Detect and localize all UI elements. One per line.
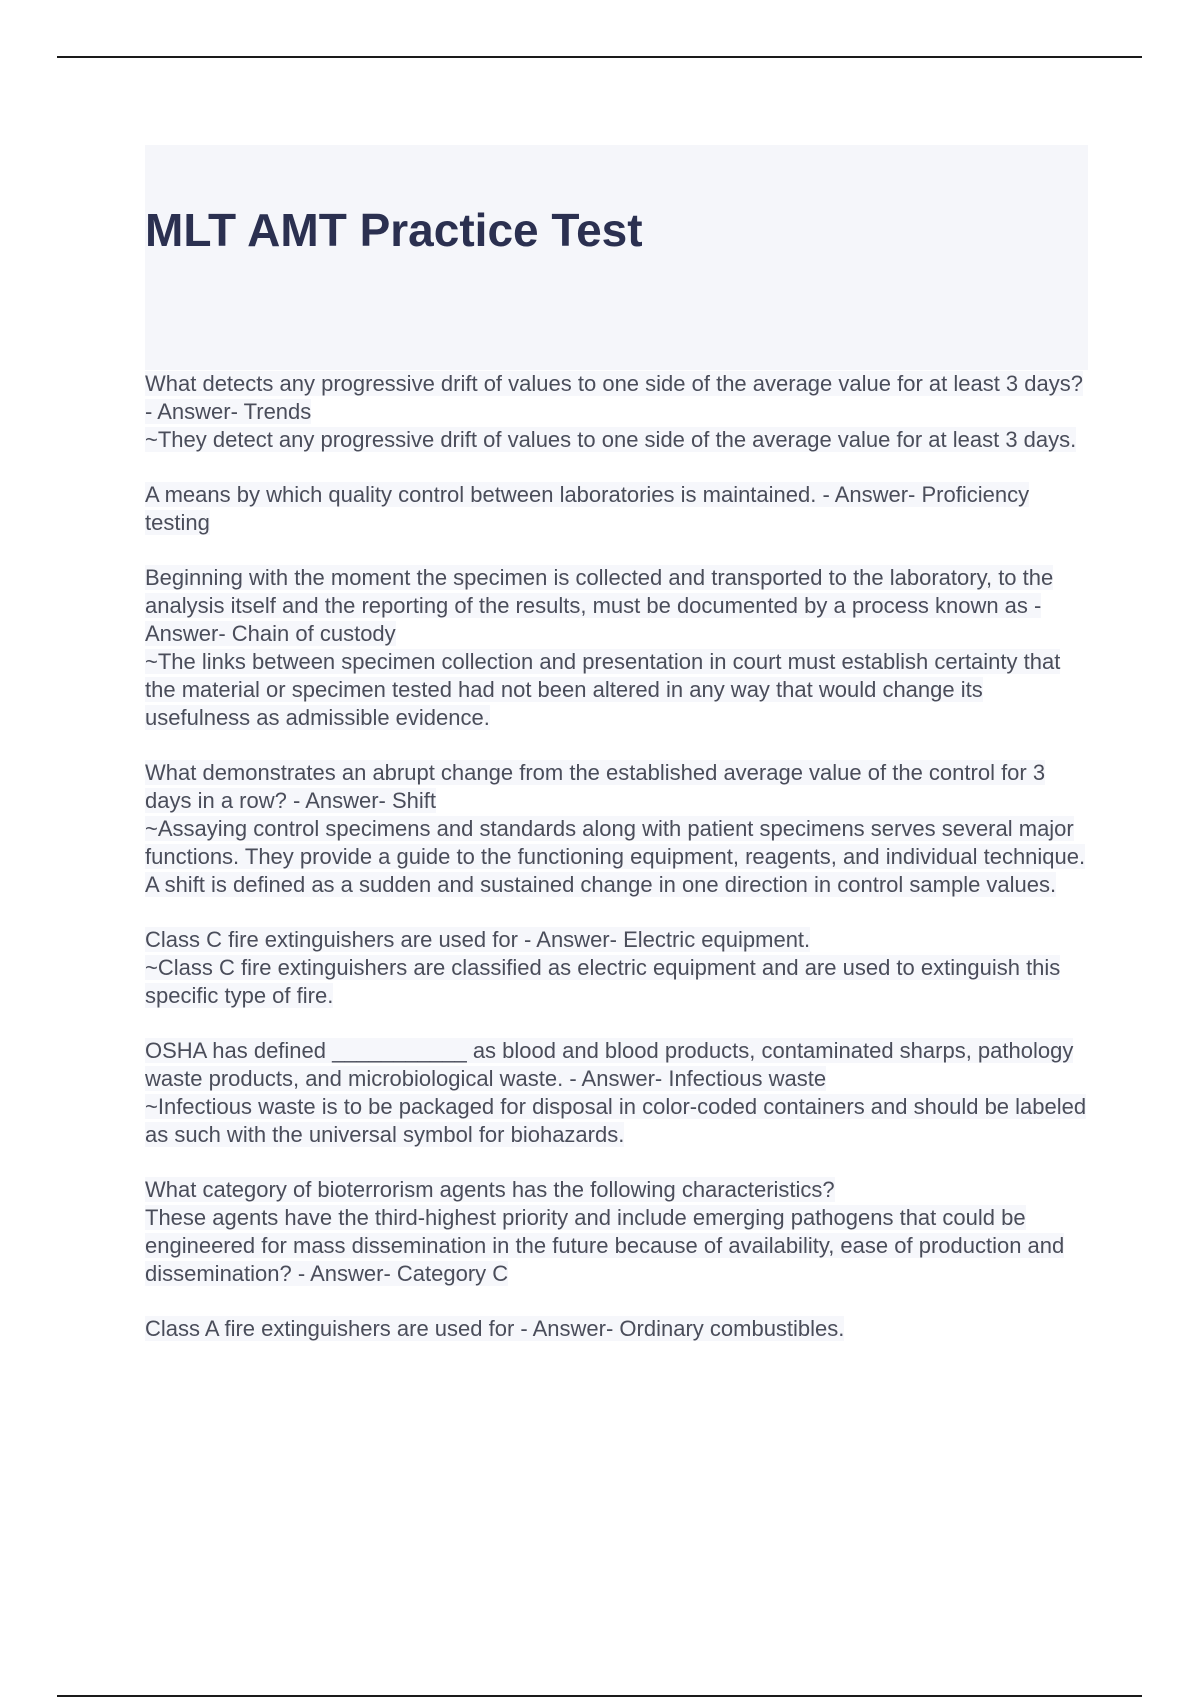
question-text: A means by which quality control between laboratories is maintained. - Answer- Proficiency testing: [145, 482, 1030, 535]
qa-item: [145, 481, 1088, 537]
qa-item: [145, 1176, 1088, 1288]
page-title: MLT AMT Practice Test: [145, 204, 643, 256]
qa-item: [145, 564, 1088, 732]
question-text: What demonstrates an abrupt change from the established average value of the control for 3 days in a row? - Answer- Shift: [145, 760, 1046, 813]
qa-item: [145, 759, 1088, 899]
top-rule: [57, 56, 1142, 58]
qa-item: [145, 926, 1088, 1010]
qa-item: [145, 1315, 1088, 1343]
explanation-text: ~The links between specimen collection and presentation in court must establish certainty that the material or specimen tested had not been altered in any way that would change its usefulness as admissible evidence.: [145, 649, 1061, 730]
question-text: Class C fire extinguishers are used for - Answer- Electric equipment.: [145, 927, 811, 952]
qa-item: [145, 1037, 1088, 1149]
qa-item: [145, 370, 1088, 454]
explanation-text: ~They detect any progressive drift of values to one side of the average value for at least 3 days.: [145, 427, 1077, 452]
title-band: [145, 145, 1088, 370]
explanation-text: ~Infectious waste is to be packaged for disposal in color-coded containers and should be labeled as such with the universal symbol for biohazards.: [145, 1094, 1087, 1147]
question-text: What category of bioterrorism agents has the following characteristics?: [145, 1177, 835, 1202]
question-text: Class A fire extinguishers are used for - Answer- Ordinary combustibles.: [145, 1316, 845, 1341]
question-text: What detects any progressive drift of values to one side of the average value for at least 3 days? - Answer- Trends: [145, 371, 1083, 424]
question-text: OSHA has defined ___________ as blood and blood products, contaminated sharps, pathology waste products, and microbiological waste. - Answer- Infectious waste: [145, 1038, 1074, 1091]
question-text: Beginning with the moment the specimen is collected and transported to the laboratory, to the analysis itself and the reporting of the results, must be documented by a process known as - Answer- Chain of custody: [145, 565, 1054, 646]
explanation-text: These agents have the third-highest priority and include emerging pathogens that could be engineered for mass dissemination in the future because of availability, ease of production and dissemination? - Answer- Category C: [145, 1205, 1065, 1286]
explanation-text: ~Assaying control specimens and standards along with patient specimens serves several major functions. They provide a guide to the functioning equipment, reagents, and individual technique. A shift is defined as a sudden and sustained change in one direction in control sample values.: [145, 816, 1086, 897]
explanation-text: ~Class C fire extinguishers are classified as electric equipment and are used to extinguish this specific type of fire.: [145, 955, 1061, 1008]
bottom-rule: [57, 1695, 1142, 1697]
document-body: [145, 145, 1088, 1370]
qa-list: [145, 370, 1088, 1343]
